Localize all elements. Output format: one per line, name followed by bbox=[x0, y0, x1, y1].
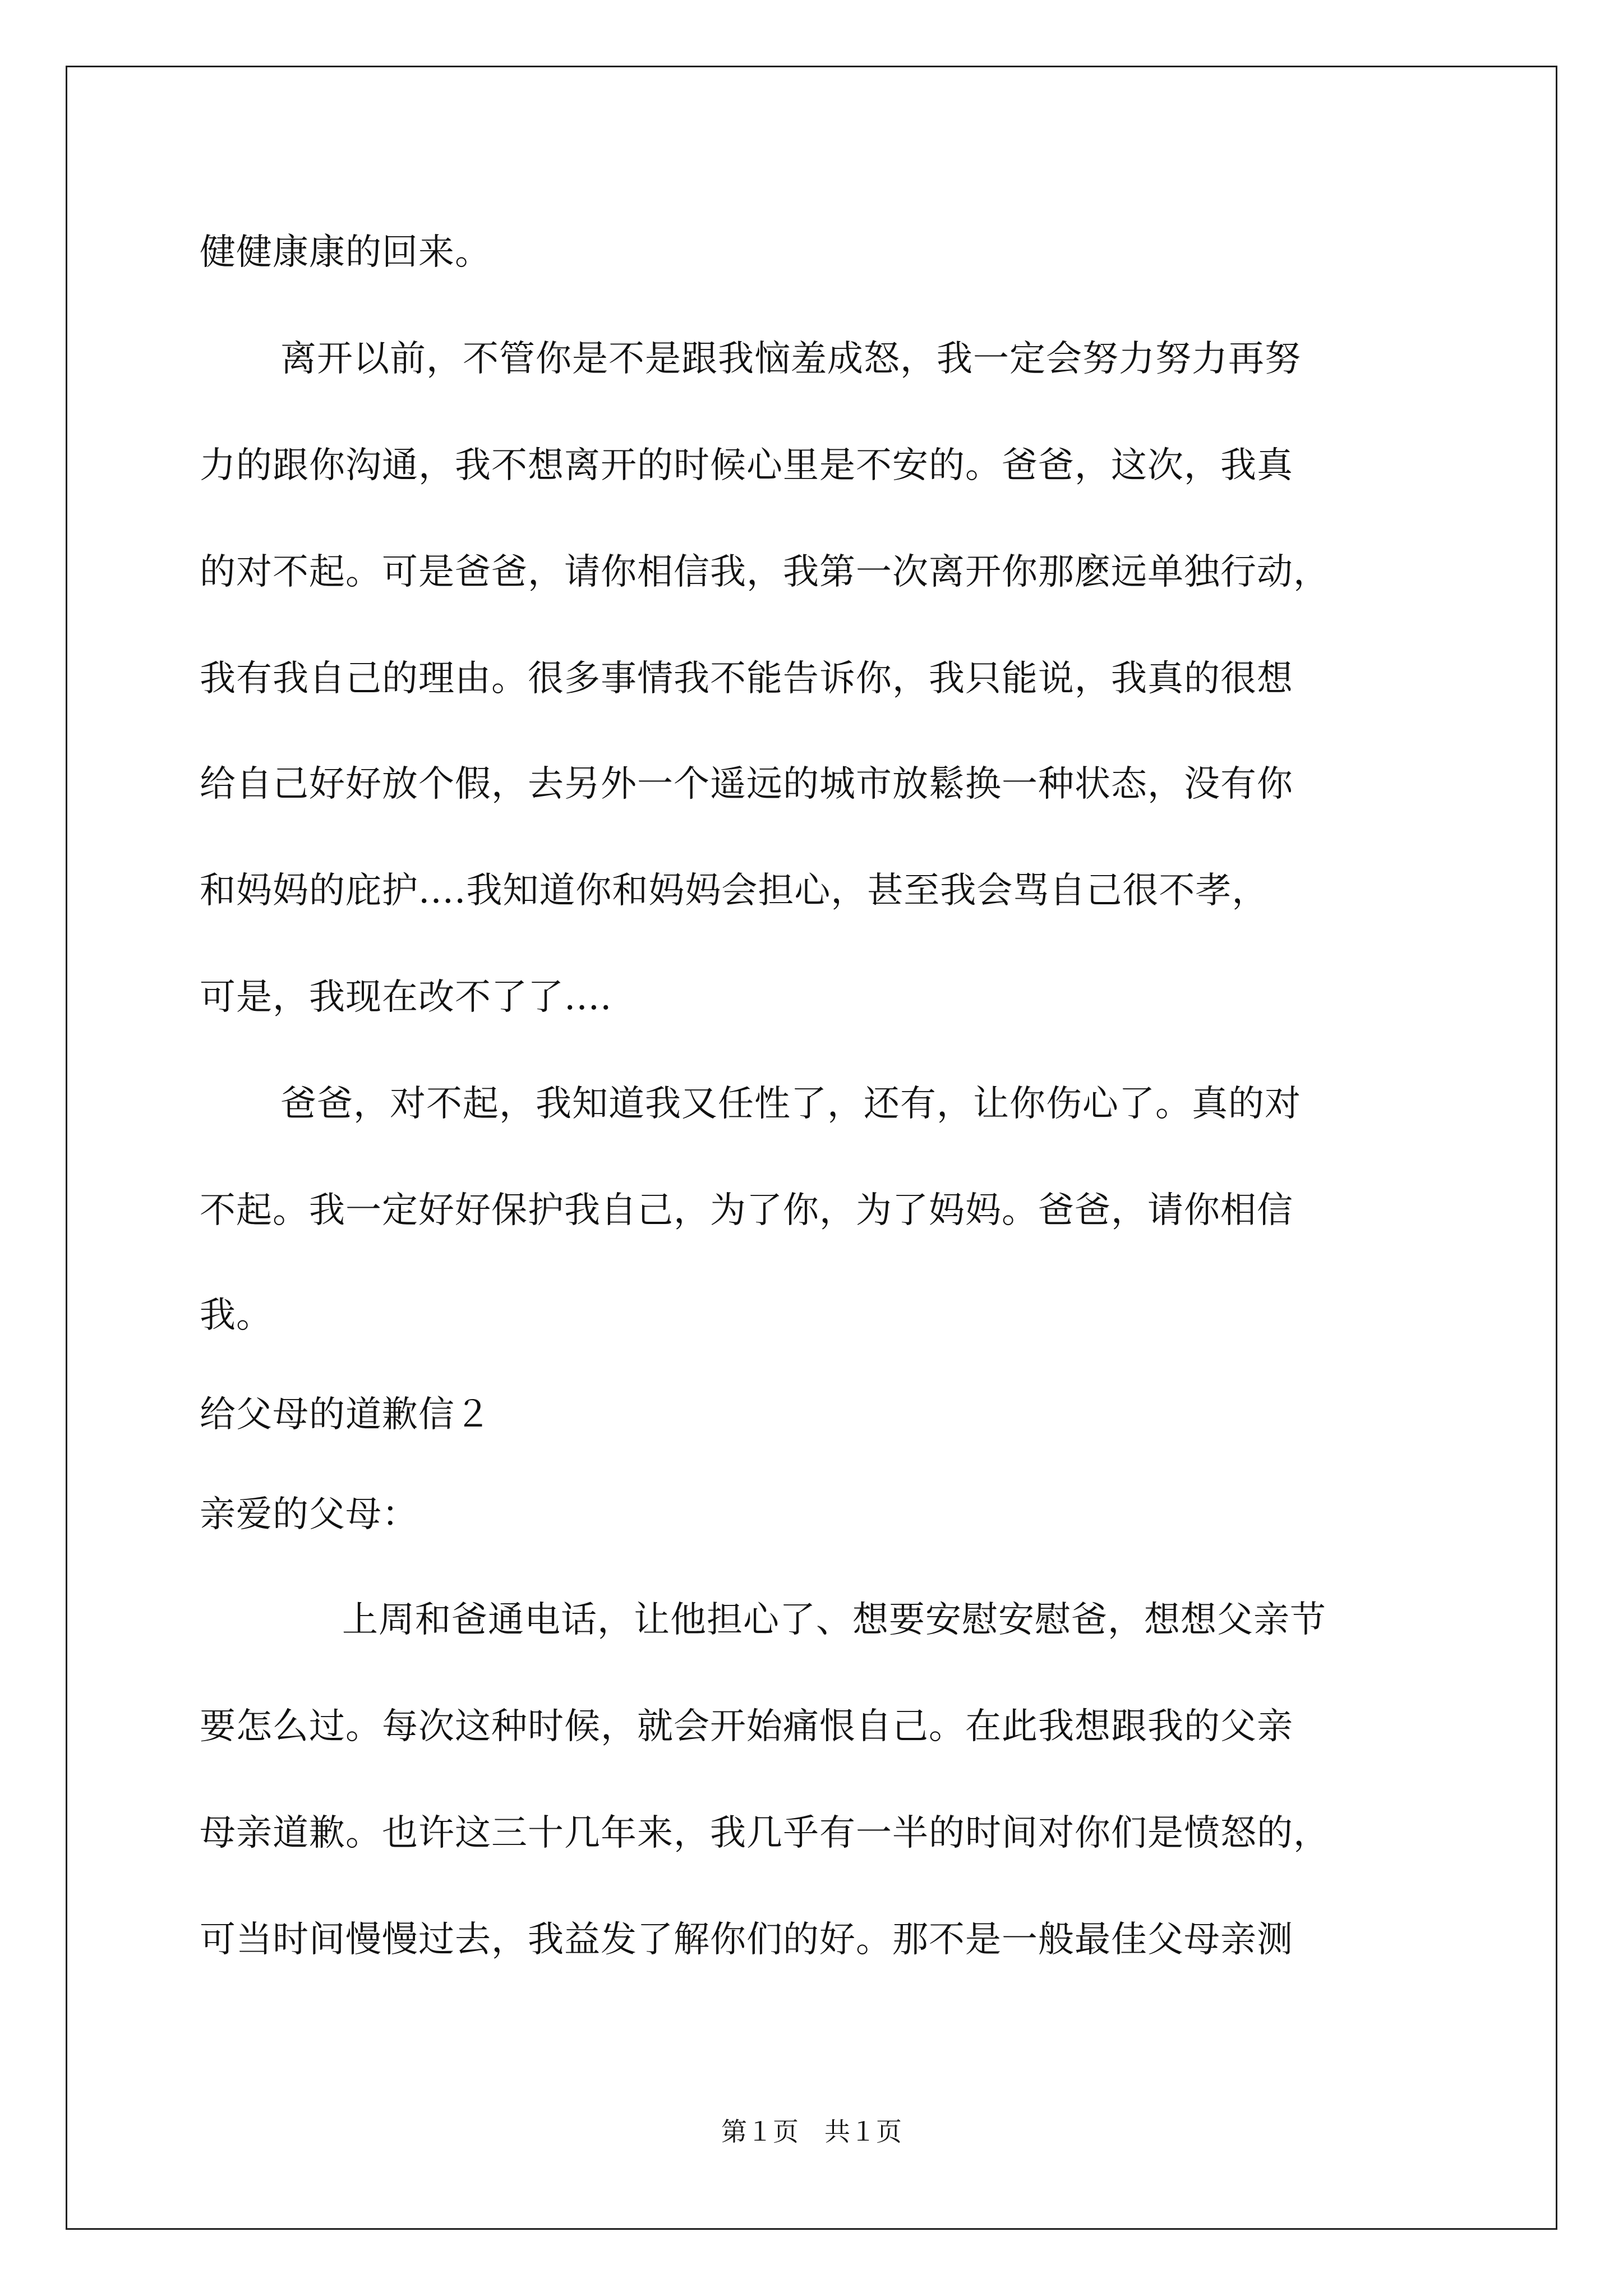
text-line: 要怎么过。每次这种时候，就会开始痛恨自己。在此我想跟我的父亲 bbox=[200, 1706, 1293, 1747]
text-line: 离开以前，不管你是不是跟我恼羞成怒，我一定会努力努力再努 bbox=[280, 338, 1301, 380]
text-line: 我有我自己的理由。很多事情我不能告诉你，我只能说，我真的很想 bbox=[200, 658, 1293, 700]
page-border bbox=[66, 66, 1557, 2230]
text-line: 健健康康的回来。 bbox=[200, 232, 491, 273]
salutation: 亲爱的父母： bbox=[200, 1494, 418, 1535]
text-line: 母亲道歉。也许这三十几年来，我几乎有一半的时间对你们是愤怒的， bbox=[200, 1812, 1330, 1854]
section-heading: 给父母的道歉信２ bbox=[200, 1394, 491, 1435]
text-line: 上周和爸通电话，让他担心了、想要安慰安慰爸，想想父亲节 bbox=[342, 1599, 1326, 1641]
text-line: 爸爸，对不起，我知道我又任性了，还有，让你伤心了。真的对 bbox=[280, 1083, 1301, 1125]
text-line: 可当时间慢慢过去，我益发了解你们的好。那不是一般最佳父母亲测 bbox=[200, 1919, 1293, 1961]
text-line: 可是，我现在改不了了.... bbox=[200, 977, 612, 1018]
text-line: 力的跟你沟通，我不想离开的时候心里是不安的。爸爸，这次，我真 bbox=[200, 445, 1293, 486]
text-line: 不起。我一定好好保护我自己，为了你，为了妈妈。爸爸，请你相信 bbox=[200, 1190, 1293, 1231]
text-line: 我。 bbox=[200, 1295, 273, 1336]
page-number: 第１页 共１页 bbox=[721, 2116, 902, 2147]
text-line: 给自己好好放个假，去另外一个遥远的城市放鬆换一种状态，没有你 bbox=[200, 763, 1293, 805]
text-line: 和妈妈的庇护....我知道你和妈妈会担心，甚至我会骂自己很不孝， bbox=[200, 870, 1269, 912]
text-line: 的对不起。可是爸爸，请你相信我，我第一次离开你那麽远单独行动， bbox=[200, 551, 1330, 593]
